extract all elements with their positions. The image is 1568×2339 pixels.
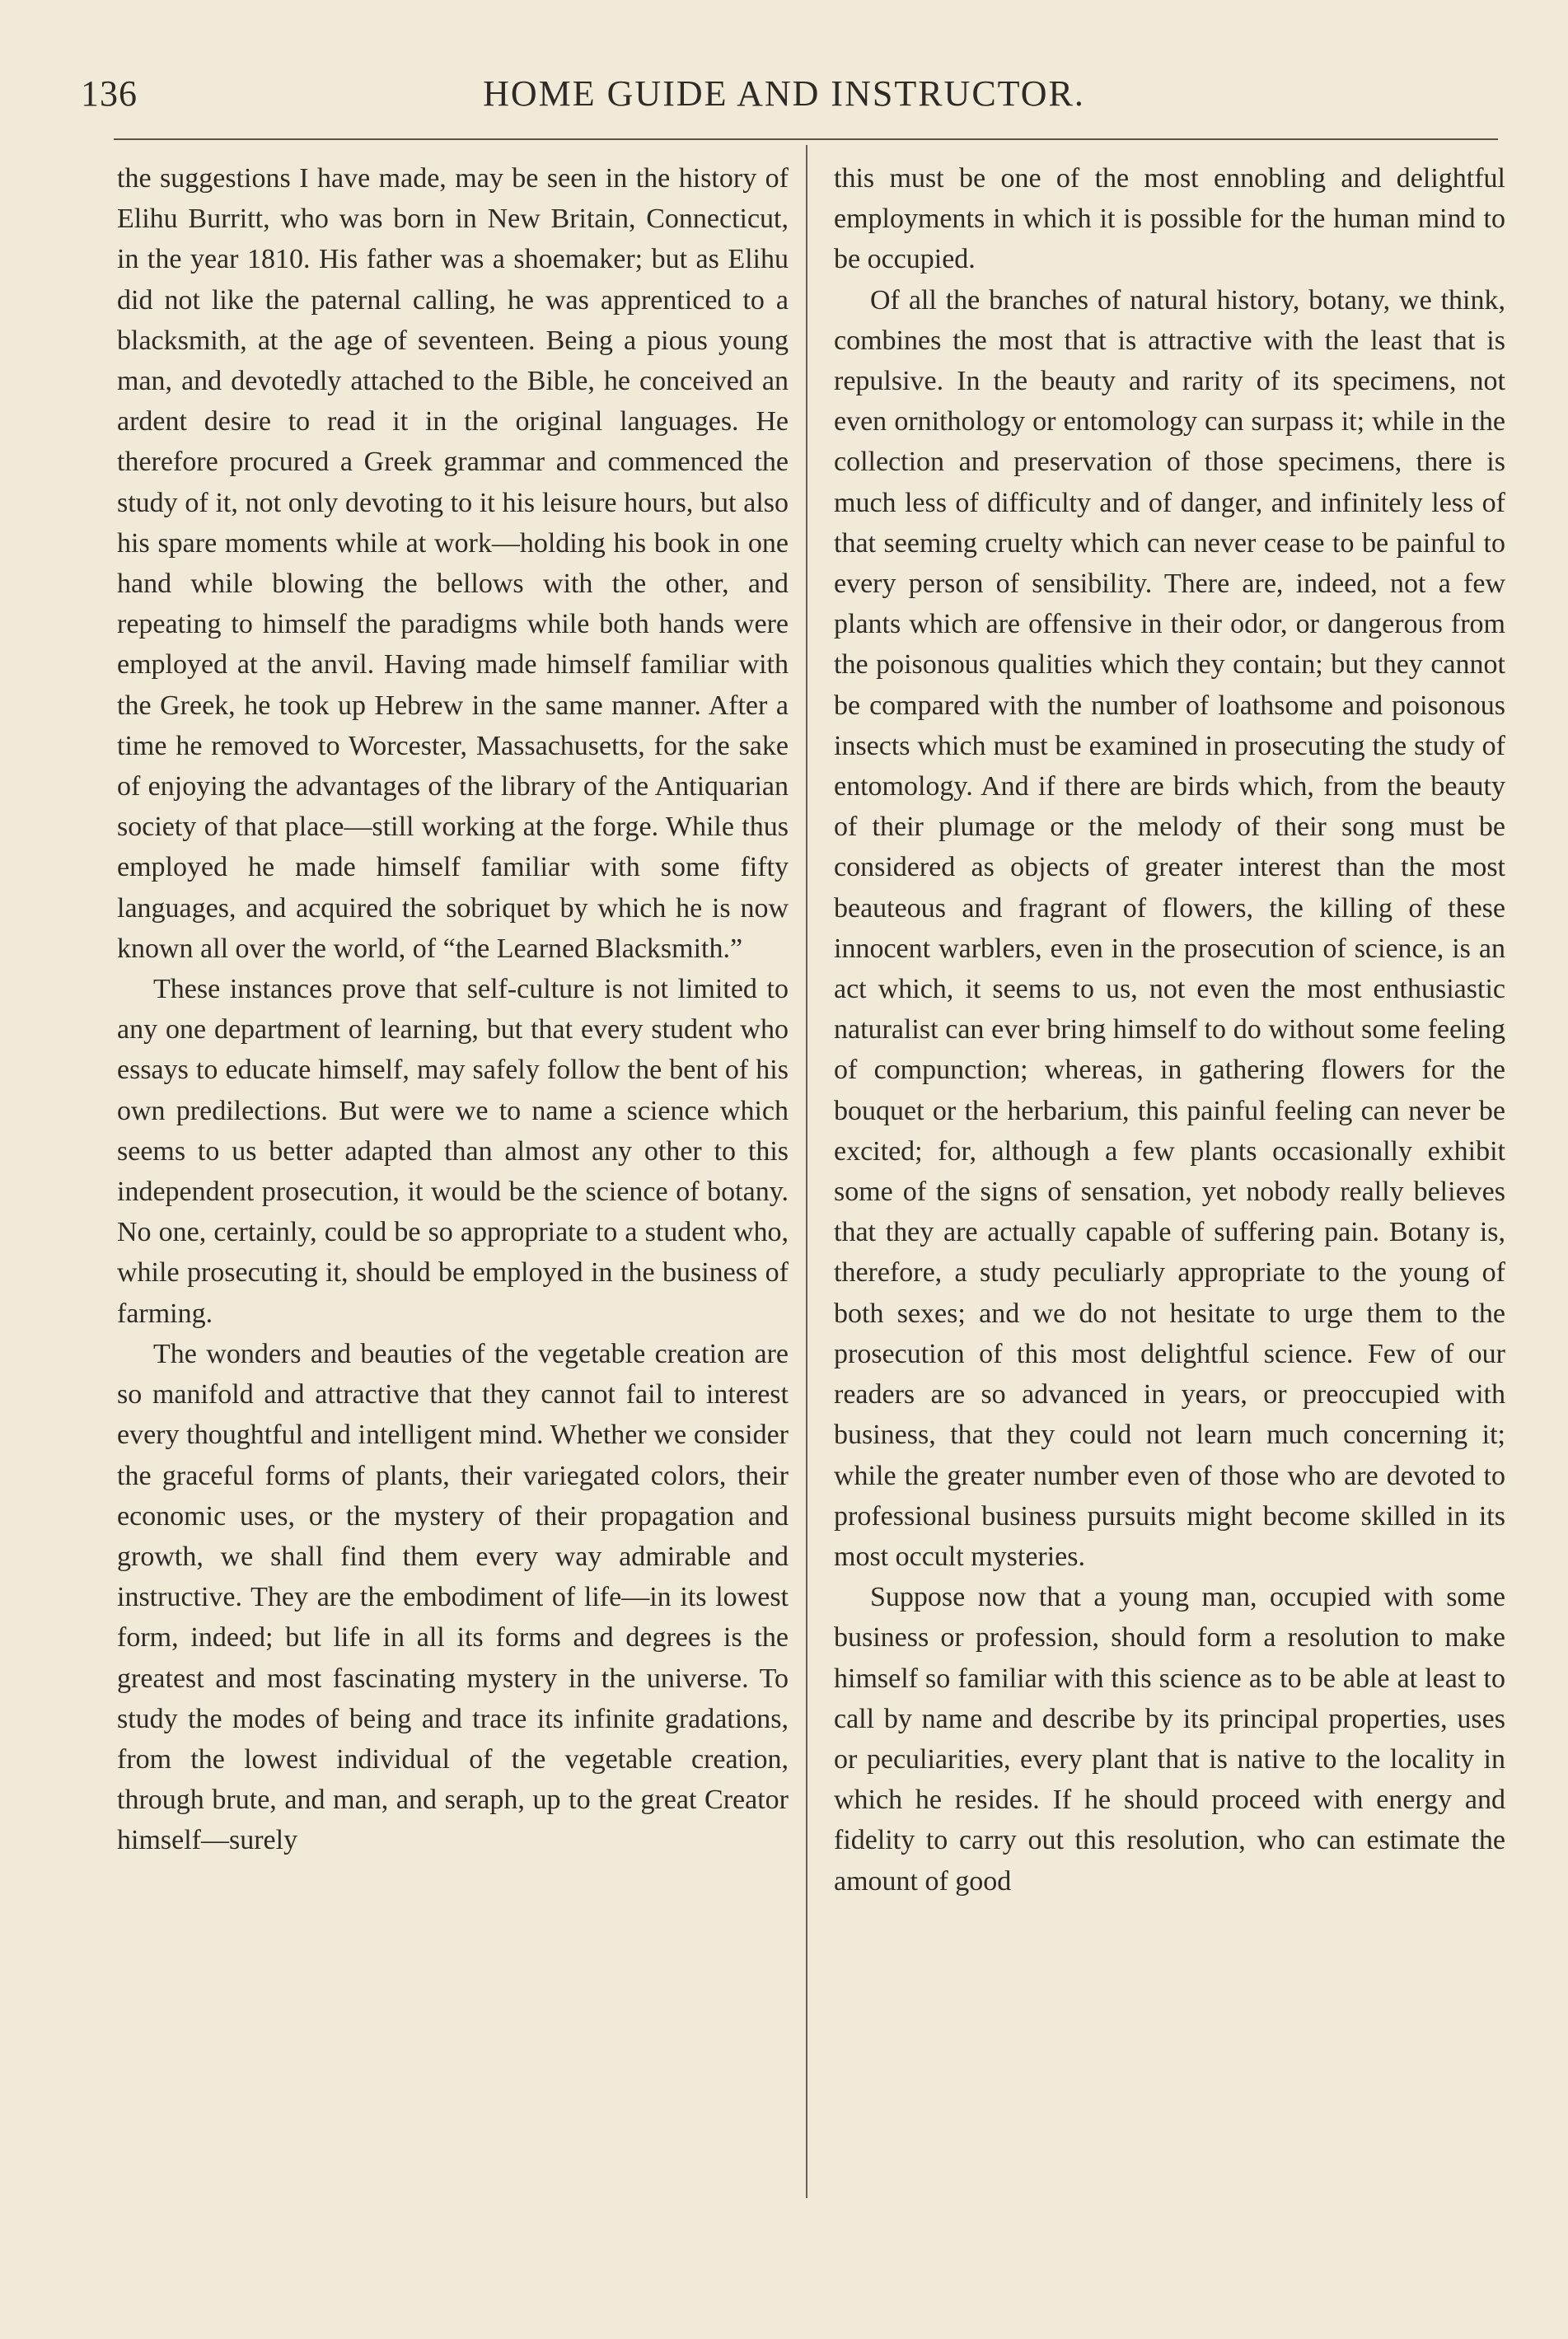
right-paragraph-1: this must be one of the most ennobling and delightful employments in which it is possible for the human mind to be occupied. [834, 163, 1505, 275]
right-column [834, 158, 1505, 1902]
left-paragraph-1: the suggestions I have made, may be seen in the history of Elihu Burritt, who was born in New Britain, Connecticut, in the year 1810. His father was a shoemaker; but as Elihu did not like the paternal calling, he was apprenticed to a blacksmith, at the age of seventeen. Being a pious young man, and devotedly attached to the Bible, he conceived an ardent desire to read it in the original languages. He therefore procured a Greek grammar and commenced the study of it, not only devoting to it his leisure hours, but also his spare moments while at work—holding his book in one hand while blowing the bellows with the other, and repeating to himself the paradigms while both hands were employed at the anvil. Having made himself familiar with the Greek, he took up Hebrew in the same manner. After a time he removed to Worcester, Massachusetts, for the sake of enjoying the advantages of the library of the Antiquarian society of that place—still working at the forge. While thus employed he made himself familiar with some fifty languages, and acquired the sobriquet by which he is now known all over the world, of “the Learned Blacksmith.” [117, 163, 789, 964]
left-column [117, 158, 789, 1861]
right-paragraph-2: Of all the branches of natural history, botany, we think, combines the most that is attractive with the least that is repulsive. In the beauty and rarity of its specimens, not even ornithology or entomology can surpass it; while in the collection and preservation of those specimens, there is much less of difficulty and of danger, and infinitely less of that seeming cruelty which can never cease to be painful to every person of sensibility. There are, indeed, not a few plants which are offensive in their odor, or dangerous from the poisonous qualities which they contain; but they cannot be compared with the number of loathsome and poisonous insects which must be examined in prosecuting the study of entomology. And if there are birds which, from the beauty of their plumage or the melody of their song must be considered as objects of greater interest than the most beauteous and fragrant of flowers, the killing of these innocent warblers, even in the prosecution of science, is an act which, it seems to us, not even the most enthusiastic naturalist can ever bring himself to do without some feeling of compunction; whereas, in gathering flowers for the bouquet or the herbarium, this painful feeling can never be excited; for, although a few plants occasionally exhibit some of the signs of sensation, yet nobody really believes that they are actually capable of suffering pain. Botany is, therefore, a study peculiarly appropriate to the young of both sexes; and we do not hesitate to urge them to the prosecution of this most delightful science. Few of our readers are so advanced in years, or preoccupied with business, that they could not learn much concerning it; while the greater number even of those who are devoted to professional business pursuits might become skilled in its most occult mysteries. [834, 284, 1505, 1572]
header-rule [114, 138, 1498, 140]
left-paragraph-3: The wonders and beauties of the vegetable creation are so manifold and attractive that they cannot fail to interest every thoughtful and intelligent mind. Whether we consider the graceful forms of plants, their variegated colors, their economic uses, or the mystery of their propagation and growth, we shall find them every way admirable and instructive. They are the embodiment of life—in its lowest form, indeed; but life in all its forms and degrees is the greatest and most fascinating mystery in the universe. To study the modes of being and trace its infinite gradations, from the lowest individual of the vegetable creation, through brute, and man, and seraph, up to the great Creator himself—surely [117, 1338, 789, 1856]
running-head: HOME GUIDE AND INSTRUCTOR. [483, 73, 1085, 114]
right-paragraph-3: Suppose now that a young man, occupied with some business or profession, should form a resolution to make himself so familiar with this science as to be able at least to call by name and describe by its principal properties, uses or peculiarities, every plant that is native to the locality in which he resides. If he should proceed with energy and fidelity to carry out this resolution, who can estimate the amount of good [834, 1582, 1505, 1897]
page-number: 136 [81, 73, 138, 114]
column-divider [806, 145, 807, 2198]
left-paragraph-2: These instances prove that self-culture is not limited to any one department of learning, but that every student who essays to educate himself, may safely follow the bent of his own predilections. But were we to name a science which seems to us better adapted than almost any other to this independent prosecution, it would be the science of botany. No one, certainly, could be so appropriate to a student who, while prosecuting it, should be employed in the business of farming. [117, 974, 789, 1329]
